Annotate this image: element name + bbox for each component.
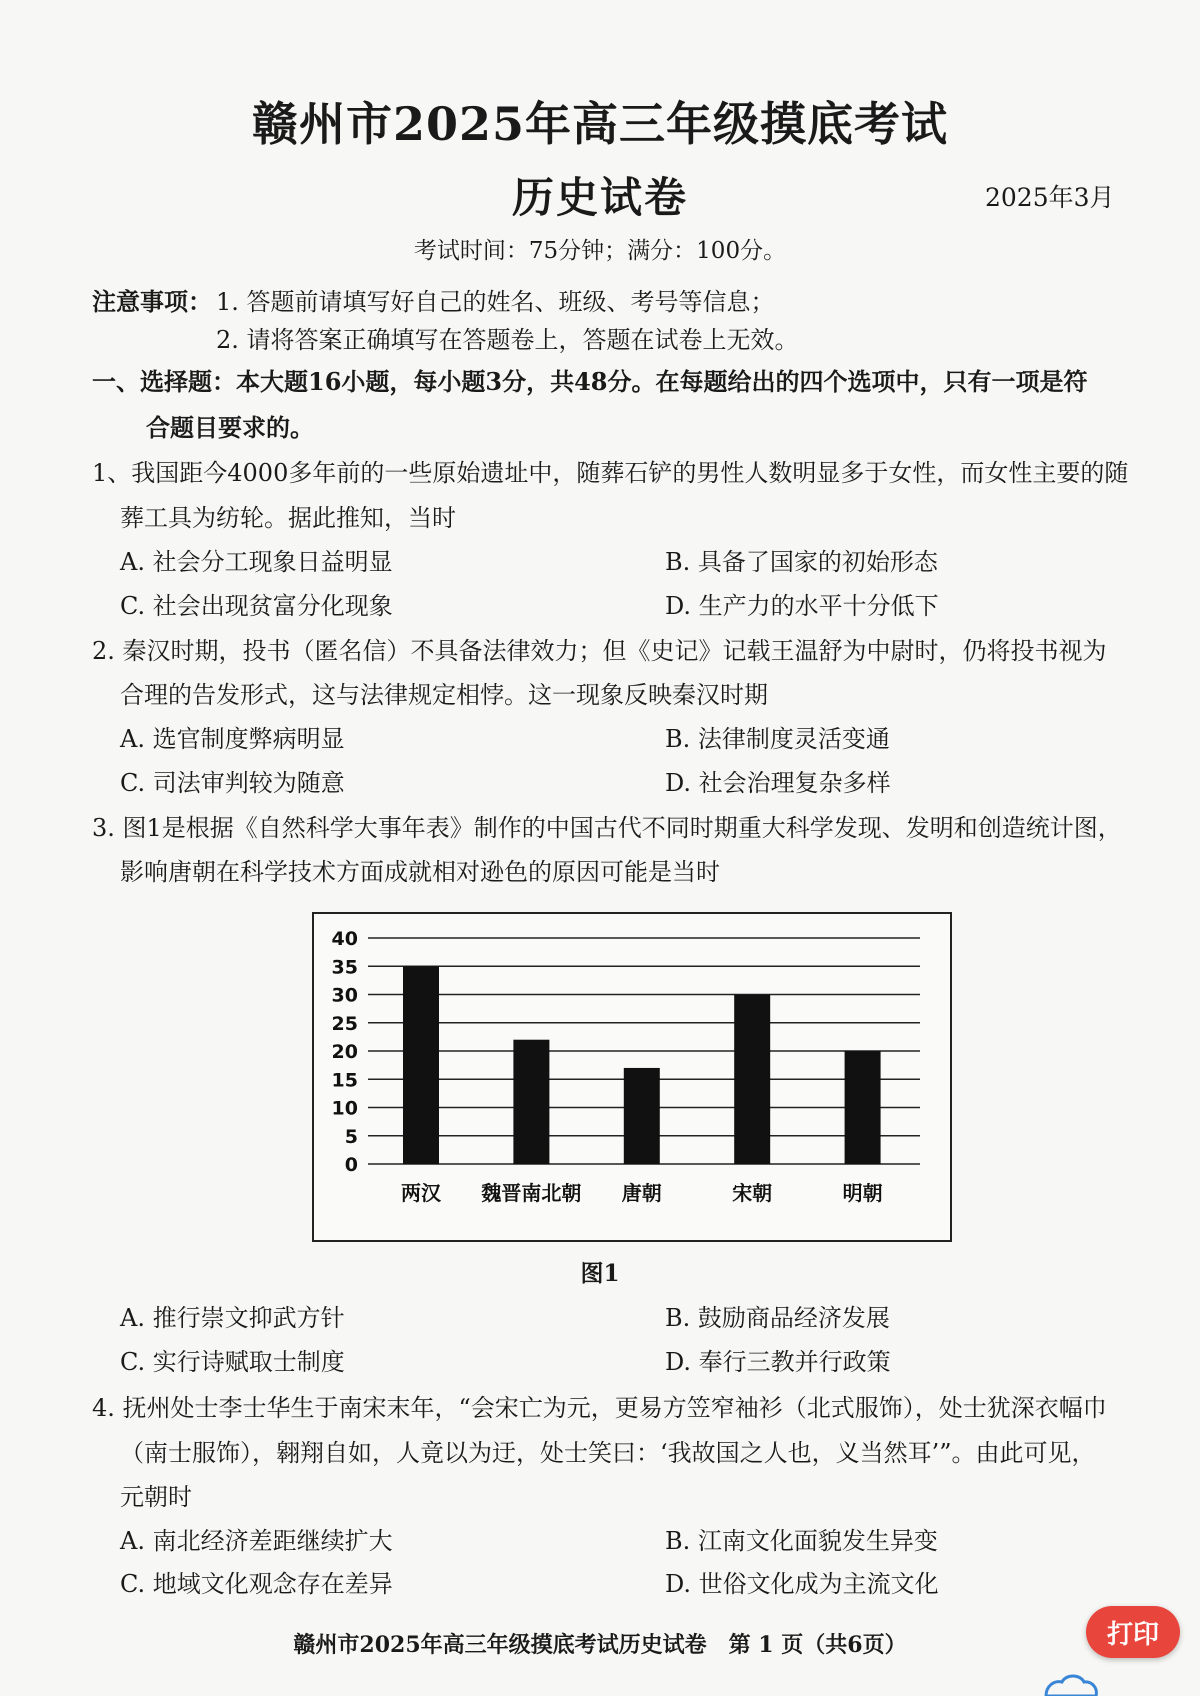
bar-chart	[314, 914, 950, 1240]
q3-option-d: D. 奉行三教并行政策	[665, 1348, 891, 1376]
section-heading-line1: 一、选择题：本大题16小题，每小题3分，共48分。在每题给出的四个选项中，只有一项是符	[92, 367, 1088, 396]
q3-stem-line1: 3. 图1是根据《自然科学大事年表》制作的中国古代不同时期重大科学发现、发明和创造统计图，	[92, 814, 1122, 842]
q1-option-d: D. 生产力的水平十分低下	[665, 592, 939, 620]
notes-item-1: 1. 答题前请填写好自己的姓名、班级、考号等信息；	[216, 288, 775, 316]
q1-stem-line2: 葬工具为纺轮。据此推知，当时	[120, 504, 456, 532]
page-footer: 赣州市2025年高三年级摸底考试历史试卷 第 1 页（共6页）	[293, 1632, 907, 1658]
bar	[624, 1068, 660, 1164]
bar	[513, 1040, 549, 1164]
q1-stem-line1: 1、我国距今4000多年前的一些原始遗址中，随葬石铲的男性人数明显多于女性，而女性主要的随	[92, 459, 1129, 487]
exam-meta: 考试时间：75分钟；满分：100分。	[413, 238, 787, 264]
q2-stem-line1: 2. 秦汉时期，投书（匿名信）不具备法律效力；但《史记》记载王温舒为中尉时，仍将投书视为	[92, 637, 1107, 665]
q4-option-c: C. 地域文化观念存在差异	[120, 1570, 393, 1598]
figure-1-caption: 图1	[580, 1260, 620, 1287]
q2-option-c: C. 司法审判较为随意	[120, 769, 345, 797]
q2-option-b: B. 法律制度灵活变通	[665, 725, 890, 753]
section-heading-line2: 合题目要求的。	[146, 413, 314, 442]
q2-option-d: D. 社会治理复杂多样	[665, 769, 891, 797]
q3-stem-line2: 影响唐朝在科学技术方面成就相对逊色的原因可能是当时	[120, 858, 720, 886]
print-button[interactable]: 打印	[1086, 1606, 1180, 1658]
q2-stem-line2: 合理的告发形式，这与法律规定相悖。这一现象反映秦汉时期	[120, 681, 768, 709]
exam-date: 2025年3月	[985, 183, 1115, 212]
q3-option-a: A. 推行崇文抑武方针	[120, 1304, 345, 1332]
q4-option-a: A. 南北经济差距继续扩大	[120, 1527, 393, 1555]
q4-stem-line1: 4. 抚州处士李士华生于南宋末年，“会宋亡为元，更易方笠窄袖衫（北式服饰），处士犹深衣幅巾	[92, 1394, 1107, 1422]
q3-option-c: C. 实行诗赋取士制度	[120, 1348, 345, 1376]
q4-option-d: D. 世俗文化成为主流文化	[665, 1570, 939, 1598]
y-tick-label: 5	[344, 1125, 358, 1148]
x-tick-label: 宋朝	[732, 1181, 773, 1205]
q1-option-c: C. 社会出现贫富分化现象	[120, 592, 393, 620]
notes-item-2: 2. 请将答案正确填写在答题卷上，答题在试卷上无效。	[216, 326, 799, 354]
y-tick-label: 20	[331, 1041, 358, 1063]
y-tick-label: 40	[331, 928, 358, 950]
bar	[845, 1051, 881, 1164]
y-tick-label: 0	[344, 1154, 358, 1176]
y-tick-label: 10	[331, 1097, 358, 1120]
q4-stem-line2: （南士服饰），翱翔自如，人竟以为迂，处士笑曰：‘我故国之人也，义当然耳’”。由此可见，	[120, 1439, 1096, 1467]
q3-option-b: B. 鼓励商品经济发展	[665, 1304, 890, 1332]
x-tick-label: 明朝	[842, 1181, 883, 1205]
q4-option-b: B. 江南文化面貌发生异变	[665, 1527, 938, 1555]
notes-label: 注意事项：	[92, 287, 212, 316]
x-tick-label: 唐朝	[621, 1181, 662, 1205]
q2-option-a: A. 选官制度弊病明显	[120, 725, 345, 753]
q1-option-b: B. 具备了国家的初始形态	[665, 548, 938, 576]
exam-title: 赣州市2025年高三年级摸底考试	[251, 97, 949, 151]
y-tick-label: 15	[331, 1069, 358, 1092]
y-tick-label: 30	[331, 984, 358, 1007]
y-tick-label: 35	[331, 956, 358, 979]
cloud-icon	[1040, 1672, 1100, 1696]
bar	[403, 966, 439, 1164]
figure-1-chart	[312, 912, 952, 1242]
q4-stem-line3: 元朝时	[120, 1483, 192, 1511]
x-tick-label: 魏晋南北朝	[481, 1181, 582, 1205]
y-tick-label: 25	[331, 1012, 358, 1035]
bar	[734, 995, 770, 1165]
q1-option-a: A. 社会分工现象日益明显	[120, 548, 393, 576]
exam-subtitle: 历史试卷	[511, 173, 688, 222]
x-tick-label: 两汉	[400, 1181, 441, 1205]
